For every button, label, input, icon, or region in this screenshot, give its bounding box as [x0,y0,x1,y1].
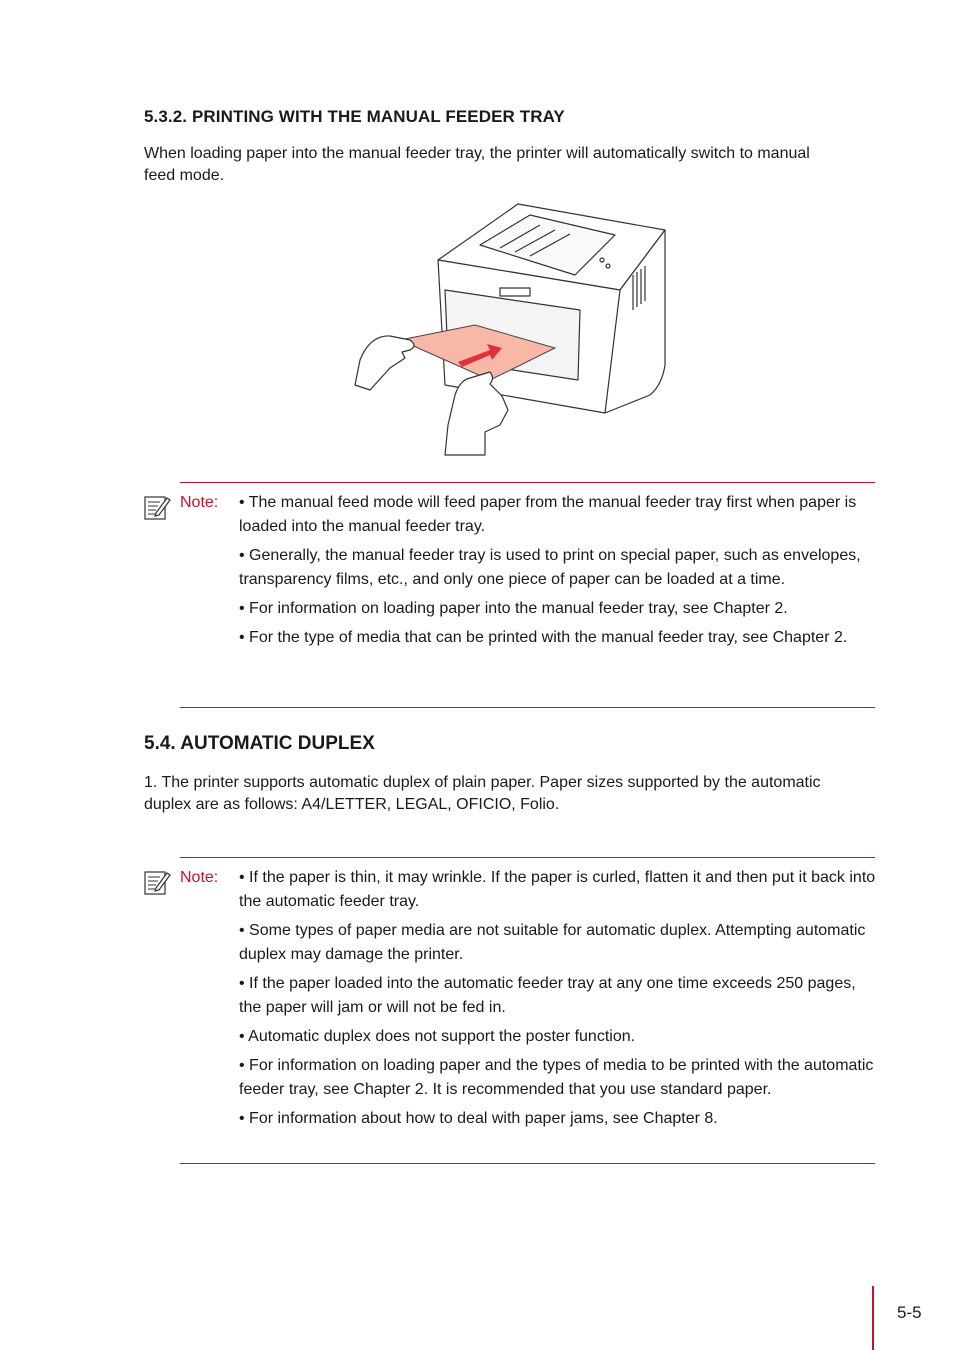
note-item: • For information on loading paper into the manual feeder tray, see Chapter 2. [239,600,788,617]
section-heading-manual-feeder: 5.3.2. PRINTING WITH THE MANUAL FEEDER TRAY [144,107,565,126]
note-item: • Automatic duplex does not support the poster function. [239,1028,636,1045]
note-item: • If the paper is thin, it may wrinkle. If the paper is curled, flatten it and then put it back into the automatic feeder tray. [239,869,876,910]
page-number: 5-5 [897,1303,922,1322]
note-item: • If the paper loaded into the automatic feeder tray at any one time exceeds 250 pages, the paper will jam or will not be fed in. [239,975,856,1016]
note-item: • For the type of media that can be printed with the manual feeder tray, see Chapter 2. [239,629,848,646]
note-label: Note: [180,869,219,886]
footer-rule [872,1286,874,1350]
note-pencil-icon [143,493,171,521]
note-item: • Some types of paper media are not suitable for automatic duplex. Attempting automatic duplex may damage the printer. [239,922,866,963]
note-box-manual-feed [180,482,875,708]
note-label: Note: [180,494,219,511]
printer-manual-feed-illustration [350,200,670,460]
note-pencil-icon [143,868,171,896]
automatic-duplex-intro: 1. The printer supports automatic duplex of plain paper. Paper sizes supported by the automatic duplex are as follows: A4/LETTER, LEGAL, OFICIO, Folio. [144,774,821,813]
note-item: • Generally, the manual feeder tray is used to print on special paper, such as envelopes, transparency films, etc., and only one piece of paper can be loaded at a time. [239,547,861,588]
note-item: • For information on loading paper and the types of media to be printed with the automatic feeder tray, see Chapter 2. It is recommended that you use standard paper. [239,1057,874,1098]
note-items [239,866,879,1136]
note-item: • The manual feed mode will feed paper from the manual feeder tray first when paper is loaded into the manual feeder tray. [239,494,857,535]
manual-feeder-intro: When loading paper into the manual feeder tray, the printer will automatically switch to manual feed mode. [144,145,810,184]
note-box-automatic-duplex [180,857,875,1164]
note-item: • For information about how to deal with paper jams, see Chapter 8. [239,1110,718,1127]
section-heading-automatic-duplex: 5.4. AUTOMATIC DUPLEX [144,733,375,754]
note-items [239,491,879,655]
